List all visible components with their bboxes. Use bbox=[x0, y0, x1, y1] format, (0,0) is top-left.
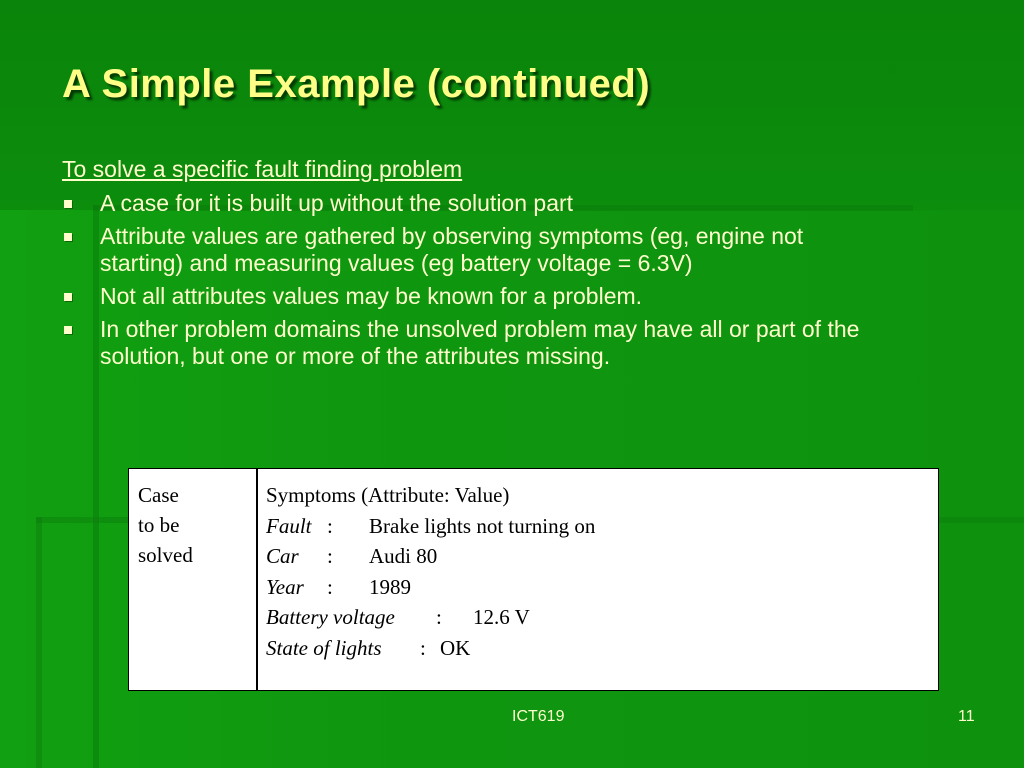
separator: : bbox=[327, 574, 333, 599]
separator: : bbox=[327, 513, 333, 538]
attribute-value: Brake lights not turning on bbox=[369, 513, 596, 538]
case-label-cell bbox=[138, 480, 248, 570]
bullet-text: A case for it is built up without the solution part bbox=[100, 190, 574, 216]
bullet-item bbox=[62, 190, 862, 217]
bullet-item bbox=[62, 316, 862, 370]
attribute-value: 1989 bbox=[369, 574, 411, 599]
slide-title: A Simple Example (continued) bbox=[62, 62, 651, 106]
footer-page-number: 11 bbox=[958, 708, 975, 725]
attribute-value: 12.6 V bbox=[473, 605, 530, 629]
separator: : bbox=[436, 605, 442, 629]
symptom-row bbox=[266, 541, 930, 572]
symptom-row bbox=[266, 602, 930, 633]
attribute-name: Battery voltage bbox=[266, 605, 395, 629]
separator: : bbox=[420, 635, 426, 660]
symptom-row bbox=[266, 511, 930, 542]
separator: : bbox=[327, 544, 333, 568]
square-bullet-icon bbox=[64, 326, 72, 334]
decor-band bbox=[36, 517, 42, 768]
footer-course: ICT619 bbox=[512, 708, 565, 725]
case-label-line: to be bbox=[138, 513, 180, 537]
bullet-text: In other problem domains the unsolved problem may have all or part of the solution, but one or more of the attributes missing. bbox=[100, 316, 860, 369]
square-bullet-icon bbox=[64, 233, 72, 241]
bullet-item bbox=[62, 223, 862, 277]
attribute-name: State of lights bbox=[266, 635, 382, 660]
case-label-line: Case bbox=[138, 483, 179, 507]
attribute-name: Fault bbox=[266, 513, 312, 538]
case-table bbox=[128, 468, 939, 691]
symptoms-header: Symptoms (Attribute: Value) bbox=[266, 483, 510, 507]
bullet-item bbox=[62, 283, 862, 310]
square-bullet-icon bbox=[64, 200, 72, 208]
attribute-value: Audi 80 bbox=[369, 544, 438, 568]
bullet-list bbox=[62, 190, 862, 376]
case-label-line: solved bbox=[138, 543, 193, 567]
symptom-row bbox=[266, 572, 930, 603]
symptoms-cell bbox=[266, 480, 930, 663]
subheading: To solve a specific fault finding problem bbox=[62, 156, 463, 182]
symptom-row bbox=[266, 633, 930, 664]
attribute-name: Car bbox=[266, 544, 299, 568]
column-divider bbox=[256, 469, 258, 690]
decor-band bbox=[913, 205, 1024, 211]
bullet-text: Attribute values are gathered by observing symptoms (eg, engine not starting) and measuring values (eg battery voltage = 6.3V) bbox=[100, 223, 804, 276]
attribute-value: OK bbox=[440, 635, 471, 660]
attribute-name: Year bbox=[266, 574, 304, 599]
square-bullet-icon bbox=[64, 293, 72, 301]
bullet-text: Not all attributes values may be known for a problem. bbox=[100, 283, 643, 309]
